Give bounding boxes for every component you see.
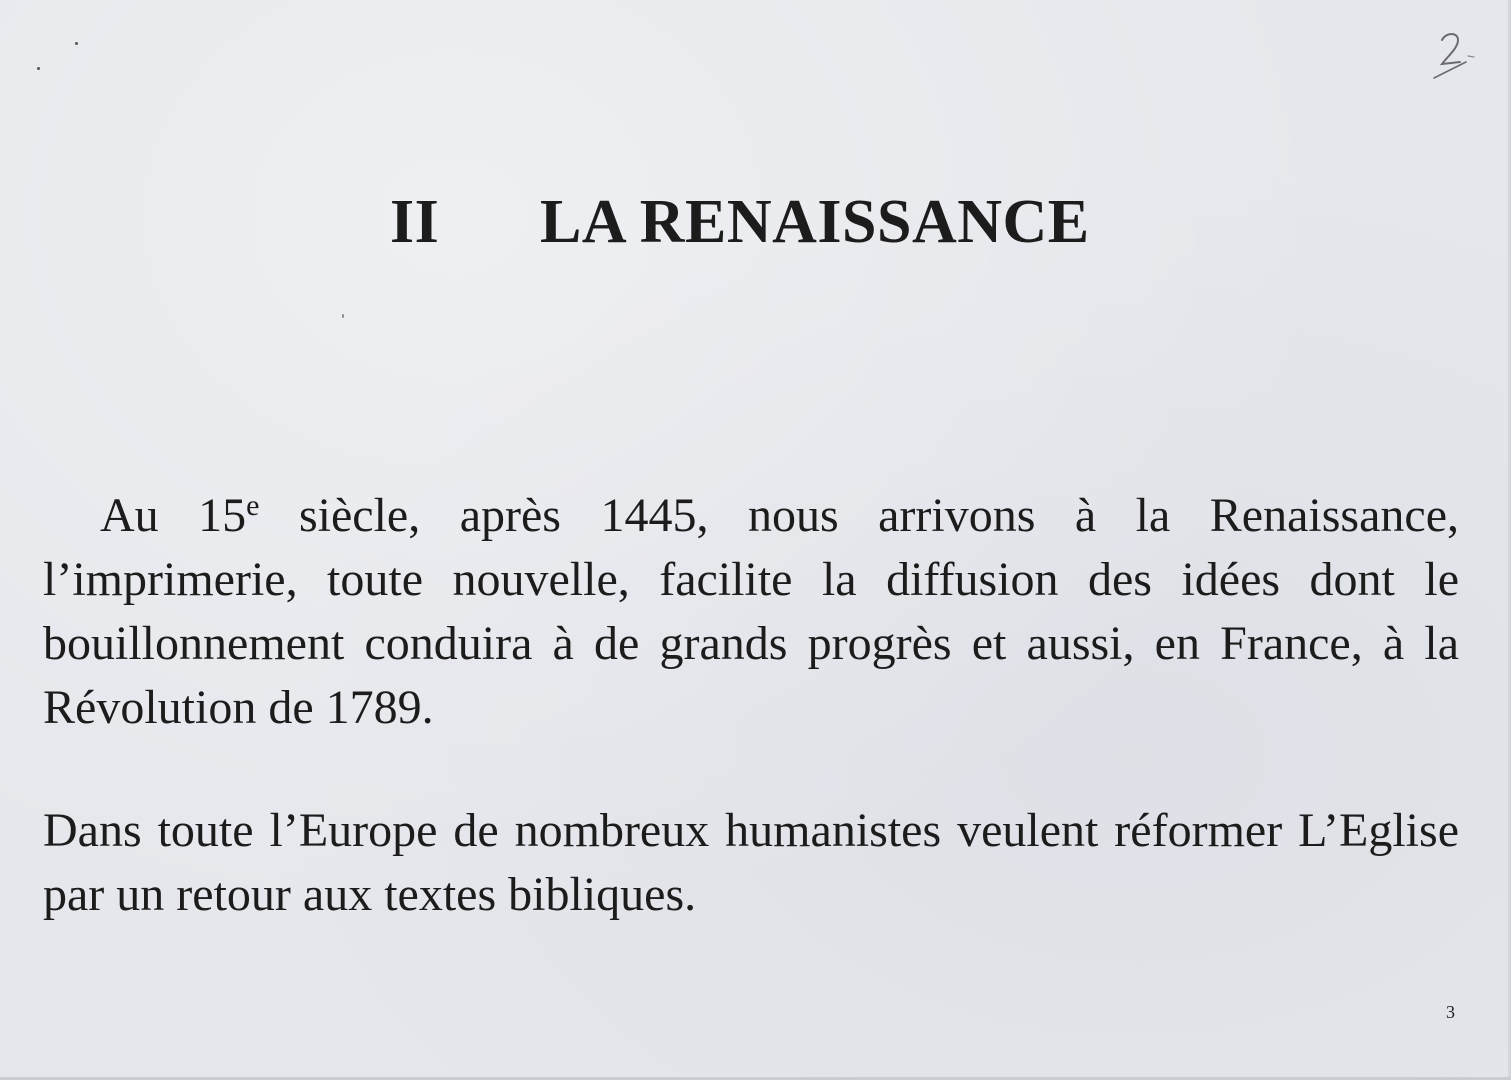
ordinal-suffix: e <box>246 489 260 522</box>
handwritten-page-mark <box>1428 26 1478 86</box>
paragraph-renaissance: Au 15e siècle, après 1445, nous arrivons à la Renaissance, l’imprimerie, toute nouvelle, facilite la diffusion des idées dont le bouillonnement conduira à de grands progrès et aussi, en France, à la Révolution de 1789. <box>43 489 1460 734</box>
page-number: 3 <box>1446 1002 1455 1022</box>
section-numeral: II <box>390 188 440 256</box>
section-heading: LA RENAISSANCE <box>540 188 1090 256</box>
paper-speck <box>342 314 344 318</box>
paragraph-humanistes: Dans toute l’Europe de nombreux humanistes veulent réformer L’Eglise par un retour aux textes bibliques. <box>43 804 1459 921</box>
paper-speck <box>37 67 40 70</box>
paper-speck <box>75 42 78 45</box>
